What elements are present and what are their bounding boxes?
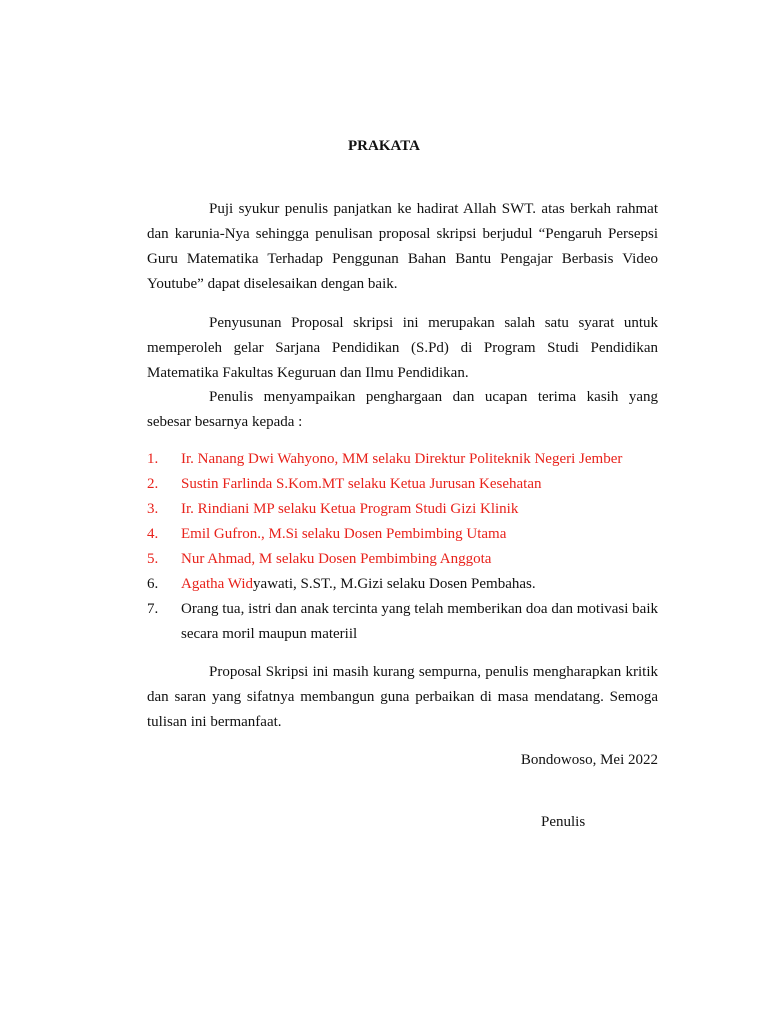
- list-item-text: Orang tua, istri dan anak tercinta yang telah memberikan doa dan motivasi baik secara moril maupun materiil: [181, 601, 658, 642]
- list-item-number: 2.: [147, 476, 159, 492]
- list-item: [147, 572, 658, 597]
- place-date: Bondowoso, Mei 2022: [520, 752, 658, 768]
- list-item: [147, 497, 658, 522]
- list-item-text: yawati, S.ST., M.Gizi selaku Dosen Pembahas.: [253, 576, 536, 592]
- paragraph-closing: Proposal Skripsi ini masih kurang sempurna, penulis mengharapkan kritik dan saran yang sifatnya membangun guna perbaikan di masa mendatang. Semoga tulisan ini bermanfaat.: [147, 664, 658, 730]
- list-item-number: 5.: [147, 551, 159, 567]
- list-item-number: 3.: [147, 501, 159, 517]
- list-item: [147, 447, 658, 472]
- paragraph-purpose: Penyusunan Proposal skripsi ini merupakan salah satu syarat untuk memperoleh gelar Sarjana Pendidikan (S.Pd) di Program Studi Pendidikan Matematika Fakultas Keguruan dan Ilmu Pendidikan.: [147, 315, 658, 381]
- list-item-number: 7.: [147, 601, 159, 617]
- paragraph-gratitude: Puji syukur penulis panjatkan ke hadirat Allah SWT. atas berkah rahmat dan karunia-Nya sehingga penulisan proposal skripsi berjudul “Pengaruh Persepsi Guru Matematika Terhadap Penggunan Bahan Bantu Pengajar Berbasis Video Youtube” dapat diselesaikan dengan baik.: [147, 201, 658, 292]
- list-item-number: 6.: [147, 576, 159, 592]
- list-item-text: Nur Ahmad, M selaku Dosen Pembimbing Anggota: [181, 551, 492, 567]
- list-item-text-highlight: Agatha Wid: [181, 576, 254, 592]
- list-item-text: Sustin Farlinda S.Kom.MT selaku Ketua Jurusan Kesehatan: [181, 476, 542, 492]
- paragraph-thanks-intro: Penulis menyampaikan penghargaan dan ucapan terima kasih yang sebesar besarnya kepada :: [147, 389, 658, 430]
- list-item: [147, 522, 658, 547]
- list-item-text: Ir. Nanang Dwi Wahyono, MM selaku Direktur Politeknik Negeri Jember: [181, 451, 623, 467]
- list-item-text: Ir. Rindiani MP selaku Ketua Program Studi Gizi Klinik: [181, 501, 519, 517]
- signer-name: Penulis: [541, 814, 586, 830]
- page-title: PRAKATA: [348, 138, 420, 154]
- list-item: [147, 597, 658, 647]
- acknowledgement-list: [147, 447, 658, 647]
- list-item-text: Emil Gufron., M.Si selaku Dosen Pembimbing Utama: [181, 526, 507, 542]
- list-item-number: 1.: [147, 451, 159, 467]
- list-item: [147, 472, 658, 497]
- list-item: [147, 547, 658, 572]
- list-item-number: 4.: [147, 526, 159, 542]
